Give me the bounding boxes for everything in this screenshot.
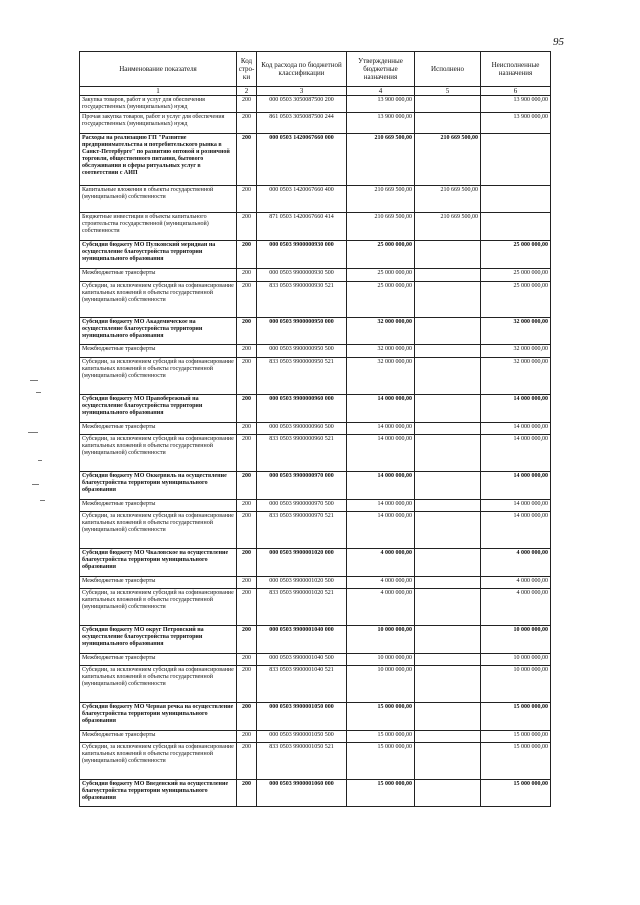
table-row xyxy=(80,549,551,577)
row-code-cell: 200 xyxy=(237,113,257,134)
row-executed-cell: 210 669 500,00 xyxy=(415,213,481,241)
row-name-cell: Межбюджетные трансферты xyxy=(80,577,237,589)
row-name-cell: Субсидия бюджету МО Правобережный на осуществление благоустройства территории муниципального образования xyxy=(80,395,237,423)
row-executed-cell xyxy=(415,654,481,666)
column-number: 2 xyxy=(237,87,257,96)
row-name-cell: Субсидии, за исключением субсидий на софинансирование капитальных вложений в объекты государственной (муниципальной) собственности xyxy=(80,435,237,472)
row-kbk-cell: 833 0503 9900000960 521 xyxy=(257,435,347,472)
row-code-cell: 200 xyxy=(237,589,257,626)
row-unspent-cell: 15 000 000,00 xyxy=(481,780,551,807)
row-executed-cell xyxy=(415,472,481,500)
row-executed-cell xyxy=(415,731,481,743)
row-unspent-cell: 14 000 000,00 xyxy=(481,423,551,435)
row-unspent-cell: 15 000 000,00 xyxy=(481,743,551,780)
table-row xyxy=(80,577,551,589)
row-code-cell: 200 xyxy=(237,626,257,654)
row-kbk-cell: 000 0503 9900000930 000 xyxy=(257,241,347,269)
row-name-cell: Субсидии, за исключением субсидий на софинансирование капитальных вложений в объекты государственной (муниципальной) собственности xyxy=(80,512,237,549)
row-executed-cell xyxy=(415,577,481,589)
table-row xyxy=(80,113,551,134)
row-executed-cell xyxy=(415,626,481,654)
row-name-cell: Межбюджетные трансферты xyxy=(80,423,237,435)
row-name-cell: Субсидии, за исключением субсидий на софинансирование капитальных вложений в объекты государственной (муниципальной) собственности xyxy=(80,282,237,318)
row-executed-cell: 210 669 500,00 xyxy=(415,134,481,186)
row-executed-cell xyxy=(415,703,481,731)
row-code-cell: 200 xyxy=(237,241,257,269)
row-approved-cell: 210 669 500,00 xyxy=(347,186,415,213)
table-row xyxy=(80,654,551,666)
row-code-cell: 200 xyxy=(237,345,257,358)
table-row xyxy=(80,666,551,703)
row-executed-cell xyxy=(415,780,481,807)
row-unspent-cell: 10 000 000,00 xyxy=(481,654,551,666)
row-kbk-cell: 000 0503 9900001040 500 xyxy=(257,654,347,666)
row-unspent-cell xyxy=(481,134,551,186)
table-row xyxy=(80,780,551,807)
row-code-cell: 200 xyxy=(237,731,257,743)
row-unspent-cell: 25 000 000,00 xyxy=(481,269,551,282)
row-kbk-cell: 000 0503 9900000970 000 xyxy=(257,472,347,500)
table-row xyxy=(80,96,551,113)
row-kbk-cell: 000 0503 9900001050 000 xyxy=(257,703,347,731)
row-approved-cell: 10 000 000,00 xyxy=(347,626,415,654)
table-row xyxy=(80,395,551,423)
header-line-code: Код стро-ки xyxy=(237,52,257,87)
row-code-cell: 200 xyxy=(237,213,257,241)
row-name-cell: Субсидия бюджету МО Оккервиль на осуществление благоустройства территории муниципального образования xyxy=(80,472,237,500)
row-name-cell: Субсидия бюджету МО Чкаловское на осуществление благоустройства территории муниципального образования xyxy=(80,549,237,577)
row-unspent-cell: 32 000 000,00 xyxy=(481,345,551,358)
row-code-cell: 200 xyxy=(237,96,257,113)
row-executed-cell xyxy=(415,269,481,282)
row-approved-cell: 10 000 000,00 xyxy=(347,666,415,703)
budget-execution-table xyxy=(79,51,551,807)
row-kbk-cell: 861 0503 3050087500 244 xyxy=(257,113,347,134)
row-unspent-cell xyxy=(481,186,551,213)
row-code-cell: 200 xyxy=(237,666,257,703)
row-approved-cell: 14 000 000,00 xyxy=(347,435,415,472)
table-row xyxy=(80,269,551,282)
row-kbk-cell: 833 0503 9900000950 521 xyxy=(257,358,347,395)
row-unspent-cell: 4 000 000,00 xyxy=(481,549,551,577)
row-unspent-cell xyxy=(481,213,551,241)
row-name-cell: Расходы на реализацию ГП "Развитие предпринимательства и потребительского рынка в Санкт-Петербурге" по развитию оптовой и розничной торговли, общественного питания, бытового обслуживания и сферы ритуальных услуг в соответствии с АИП xyxy=(80,134,237,186)
row-kbk-cell: 000 0503 9900000930 500 xyxy=(257,269,347,282)
row-unspent-cell: 25 000 000,00 xyxy=(481,241,551,269)
row-code-cell: 200 xyxy=(237,269,257,282)
row-code-cell: 200 xyxy=(237,512,257,549)
table-header-row xyxy=(80,52,551,87)
row-name-cell: Субсидии, за исключением субсидий на софинансирование капитальных вложений в объекты государственной (муниципальной) собственности xyxy=(80,666,237,703)
row-code-cell: 200 xyxy=(237,134,257,186)
table-row xyxy=(80,512,551,549)
row-executed-cell xyxy=(415,345,481,358)
row-kbk-cell: 000 0503 9900001060 000 xyxy=(257,780,347,807)
row-approved-cell: 210 669 500,00 xyxy=(347,213,415,241)
row-executed-cell xyxy=(415,96,481,113)
row-name-cell: Субсидия бюджету МО Пулковский меридиан на осуществление благоустройства территории муниципального образования xyxy=(80,241,237,269)
row-name-cell: Межбюджетные трансферты xyxy=(80,654,237,666)
row-code-cell: 200 xyxy=(237,780,257,807)
table-row xyxy=(80,358,551,395)
table-row xyxy=(80,500,551,512)
row-kbk-cell: 833 0503 9900001020 521 xyxy=(257,589,347,626)
row-name-cell: Межбюджетные трансферты xyxy=(80,345,237,358)
row-approved-cell: 14 000 000,00 xyxy=(347,472,415,500)
row-name-cell: Субсидии, за исключением субсидий на софинансирование капитальных вложений в объекты государственной (муниципальной) собственности xyxy=(80,358,237,395)
row-kbk-cell: 833 0503 9900000930 521 xyxy=(257,282,347,318)
row-kbk-cell: 000 0503 9900000960 000 xyxy=(257,395,347,423)
row-approved-cell: 25 000 000,00 xyxy=(347,241,415,269)
row-name-cell: Закупка товаров, работ и услуг для обеспечения государственных (муниципальных) нужд xyxy=(80,96,237,113)
row-executed-cell xyxy=(415,113,481,134)
budget-execution-table-container xyxy=(79,51,550,807)
row-executed-cell xyxy=(415,500,481,512)
row-name-cell: Субсидии, за исключением субсидий на софинансирование капитальных вложений в объекты государственной (муниципальной) собственности xyxy=(80,743,237,780)
header-unspent: Неисполненные назначения xyxy=(481,52,551,87)
margin-marks xyxy=(26,380,56,520)
row-approved-cell: 14 000 000,00 xyxy=(347,423,415,435)
table-row xyxy=(80,186,551,213)
row-executed-cell xyxy=(415,423,481,435)
table-row xyxy=(80,703,551,731)
column-number: 3 xyxy=(257,87,347,96)
row-unspent-cell: 32 000 000,00 xyxy=(481,318,551,345)
row-code-cell: 200 xyxy=(237,395,257,423)
row-approved-cell: 210 669 500,00 xyxy=(347,134,415,186)
table-row xyxy=(80,134,551,186)
row-kbk-cell: 833 0503 9900001050 521 xyxy=(257,743,347,780)
table-row xyxy=(80,731,551,743)
row-executed-cell xyxy=(415,512,481,549)
row-code-cell: 200 xyxy=(237,358,257,395)
row-unspent-cell: 13 900 000,00 xyxy=(481,113,551,134)
row-kbk-cell: 000 0503 9900001020 500 xyxy=(257,577,347,589)
table-row xyxy=(80,213,551,241)
row-code-cell: 200 xyxy=(237,282,257,318)
column-numbers-row xyxy=(80,87,551,96)
row-code-cell: 200 xyxy=(237,743,257,780)
row-approved-cell: 32 000 000,00 xyxy=(347,318,415,345)
row-name-cell: Субсидия бюджету МО Черная речка на осуществление благоустройства территории муниципального образования xyxy=(80,703,237,731)
row-unspent-cell: 14 000 000,00 xyxy=(481,395,551,423)
row-kbk-cell: 871 0503 1420067660 414 xyxy=(257,213,347,241)
row-code-cell: 200 xyxy=(237,703,257,731)
column-number: 5 xyxy=(415,87,481,96)
row-kbk-cell: 000 0503 9900000950 500 xyxy=(257,345,347,358)
row-name-cell: Субсидия бюджету МО Введенский на осуществление благоустройства территории муниципального образования xyxy=(80,780,237,807)
row-approved-cell: 13 900 000,00 xyxy=(347,96,415,113)
table-body xyxy=(80,87,551,807)
row-executed-cell xyxy=(415,743,481,780)
table-row xyxy=(80,435,551,472)
row-approved-cell: 25 000 000,00 xyxy=(347,269,415,282)
column-number: 4 xyxy=(347,87,415,96)
row-approved-cell: 15 000 000,00 xyxy=(347,780,415,807)
row-kbk-cell: 000 0503 9900001020 000 xyxy=(257,549,347,577)
row-kbk-cell: 000 0503 9900000970 500 xyxy=(257,500,347,512)
row-executed-cell xyxy=(415,435,481,472)
header-indicator-name: Наименование показателя xyxy=(80,52,237,87)
row-code-cell: 200 xyxy=(237,577,257,589)
row-name-cell: Прочая закупка товаров, работ и услуг для обеспечения государственных (муниципальных) нужд xyxy=(80,113,237,134)
row-executed-cell xyxy=(415,241,481,269)
row-unspent-cell: 14 000 000,00 xyxy=(481,500,551,512)
row-code-cell: 200 xyxy=(237,186,257,213)
row-approved-cell: 4 000 000,00 xyxy=(347,577,415,589)
table-row xyxy=(80,743,551,780)
row-approved-cell: 15 000 000,00 xyxy=(347,731,415,743)
row-approved-cell: 10 000 000,00 xyxy=(347,654,415,666)
row-code-cell: 200 xyxy=(237,435,257,472)
row-approved-cell: 4 000 000,00 xyxy=(347,549,415,577)
row-executed-cell xyxy=(415,549,481,577)
row-executed-cell xyxy=(415,318,481,345)
table-row xyxy=(80,626,551,654)
row-code-cell: 200 xyxy=(237,472,257,500)
row-name-cell: Межбюджетные трансферты xyxy=(80,731,237,743)
table-row xyxy=(80,318,551,345)
row-approved-cell: 32 000 000,00 xyxy=(347,345,415,358)
row-kbk-cell: 000 0503 1420067660 400 xyxy=(257,186,347,213)
column-number: 6 xyxy=(481,87,551,96)
header-executed: Исполнено xyxy=(415,52,481,87)
row-kbk-cell: 000 0503 1420067660 000 xyxy=(257,134,347,186)
table-row xyxy=(80,472,551,500)
row-name-cell: Субсидии, за исключением субсидий на софинансирование капитальных вложений в объекты государственной (муниципальной) собственности xyxy=(80,589,237,626)
row-kbk-cell: 833 0503 9900001040 521 xyxy=(257,666,347,703)
table-row xyxy=(80,282,551,318)
row-unspent-cell: 10 000 000,00 xyxy=(481,626,551,654)
row-kbk-cell: 833 0503 9900000970 521 xyxy=(257,512,347,549)
table-row xyxy=(80,423,551,435)
row-name-cell: Межбюджетные трансферты xyxy=(80,500,237,512)
row-unspent-cell: 10 000 000,00 xyxy=(481,666,551,703)
column-number: 1 xyxy=(80,87,237,96)
row-code-cell: 200 xyxy=(237,549,257,577)
row-approved-cell: 15 000 000,00 xyxy=(347,703,415,731)
row-approved-cell: 14 000 000,00 xyxy=(347,395,415,423)
row-approved-cell: 15 000 000,00 xyxy=(347,743,415,780)
row-executed-cell: 210 669 500,00 xyxy=(415,186,481,213)
header-approved: Утвержденные бюджетные назначения xyxy=(347,52,415,87)
row-code-cell: 200 xyxy=(237,500,257,512)
header-expense-code: Код расхода по бюджетной классификации xyxy=(257,52,347,87)
row-approved-cell: 14 000 000,00 xyxy=(347,500,415,512)
row-approved-cell: 25 000 000,00 xyxy=(347,282,415,318)
row-unspent-cell: 25 000 000,00 xyxy=(481,282,551,318)
row-executed-cell xyxy=(415,282,481,318)
row-unspent-cell: 15 000 000,00 xyxy=(481,731,551,743)
row-name-cell: Субсидия бюджету МО Академическое на осуществление благоустройства территории муниципального образования xyxy=(80,318,237,345)
row-kbk-cell: 000 0503 9900000960 500 xyxy=(257,423,347,435)
row-name-cell: Межбюджетные трансферты xyxy=(80,269,237,282)
row-name-cell: Субсидия бюджету МО округ Петровский на осуществление благоустройства территории муниципального образования xyxy=(80,626,237,654)
row-code-cell: 200 xyxy=(237,423,257,435)
row-approved-cell: 4 000 000,00 xyxy=(347,589,415,626)
table-row xyxy=(80,589,551,626)
row-code-cell: 200 xyxy=(237,318,257,345)
row-kbk-cell: 000 0503 9900001050 500 xyxy=(257,731,347,743)
row-unspent-cell: 14 000 000,00 xyxy=(481,472,551,500)
row-kbk-cell: 000 0503 9900001040 000 xyxy=(257,626,347,654)
row-kbk-cell: 000 0503 9900000950 000 xyxy=(257,318,347,345)
row-unspent-cell: 15 000 000,00 xyxy=(481,703,551,731)
row-executed-cell xyxy=(415,395,481,423)
row-unspent-cell: 14 000 000,00 xyxy=(481,512,551,549)
row-unspent-cell: 4 000 000,00 xyxy=(481,577,551,589)
table-row xyxy=(80,241,551,269)
row-approved-cell: 32 000 000,00 xyxy=(347,358,415,395)
row-executed-cell xyxy=(415,358,481,395)
row-executed-cell xyxy=(415,589,481,626)
page-number: 95 xyxy=(553,36,564,48)
row-approved-cell: 13 900 000,00 xyxy=(347,113,415,134)
table-row xyxy=(80,345,551,358)
row-name-cell: Бюджетные инвестиции в объекты капитального строительства государственной (муниципальной) собственности xyxy=(80,213,237,241)
row-code-cell: 200 xyxy=(237,654,257,666)
row-unspent-cell: 14 000 000,00 xyxy=(481,435,551,472)
row-unspent-cell: 32 000 000,00 xyxy=(481,358,551,395)
row-unspent-cell: 4 000 000,00 xyxy=(481,589,551,626)
row-approved-cell: 14 000 000,00 xyxy=(347,512,415,549)
row-executed-cell xyxy=(415,666,481,703)
row-kbk-cell: 000 0503 3050087500 200 xyxy=(257,96,347,113)
row-unspent-cell: 13 900 000,00 xyxy=(481,96,551,113)
row-name-cell: Капитальные вложения в объекты государственной (муниципальной) собственности xyxy=(80,186,237,213)
